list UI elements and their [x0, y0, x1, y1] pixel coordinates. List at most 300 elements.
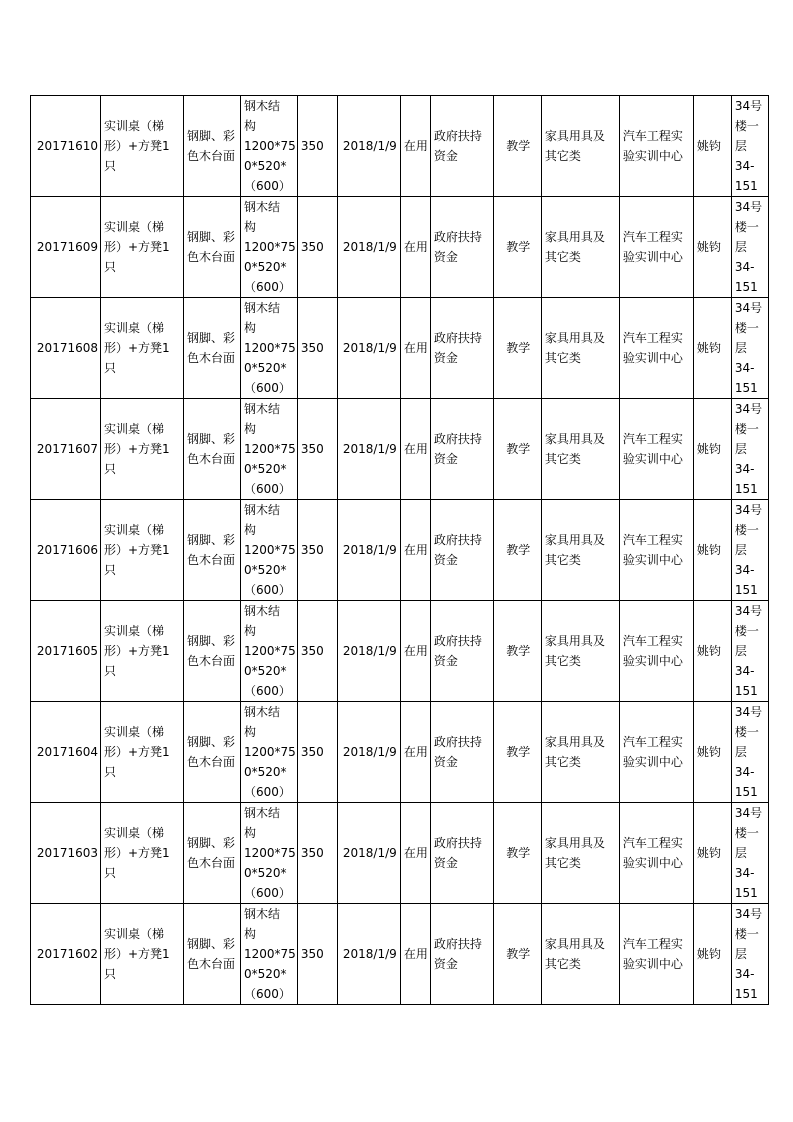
price-cell: 350 [297, 601, 337, 702]
spec-cell-line: 构 [244, 927, 257, 941]
location-cell-line: 层 [734, 240, 747, 254]
price-cell: 350 [297, 96, 337, 197]
table-row [31, 399, 769, 500]
asset-name-cell-line: 实训桌（梯 [104, 220, 165, 234]
category-cell [541, 197, 619, 298]
spec-cell-line: （600） [244, 987, 291, 1001]
spec-cell-line: 构 [244, 321, 257, 335]
date-cell: 2018/1/9 [337, 601, 400, 702]
spec-cell [241, 803, 298, 904]
table-row [31, 803, 769, 904]
department-cell [619, 298, 693, 399]
material-cell [184, 702, 241, 803]
category-cell-line: 其它类 [544, 553, 581, 567]
keeper-cell: 姚钧 [693, 197, 731, 298]
department-cell-line: 验实训中心 [622, 755, 683, 769]
spec-cell-line: 构 [244, 725, 257, 739]
asset-name-cell-line: 只 [104, 664, 117, 678]
spec-cell-line: 1200*75 [244, 644, 296, 658]
status-cell: 在用 [400, 96, 430, 197]
spec-cell-line: 构 [244, 624, 257, 638]
category-cell-line: 家具用具及 [544, 634, 605, 648]
table-row [31, 197, 769, 298]
spec-cell-line: 钢木结 [244, 705, 281, 719]
location-cell-line: 层 [734, 644, 747, 658]
category-cell [541, 601, 619, 702]
location-cell [731, 197, 768, 298]
material-cell-line: 钢脚、彩 [187, 230, 236, 244]
spec-cell-line: 1200*75 [244, 543, 296, 557]
spec-cell-line: 0*520* [244, 361, 287, 375]
usage-cell: 教学 [493, 500, 541, 601]
asset-name-cell-line: 实训桌（梯 [104, 523, 165, 537]
asset-id-cell: 20171604 [31, 702, 101, 803]
date-cell: 2018/1/9 [337, 197, 400, 298]
funding-source-cell-line: 政府扶持 [433, 230, 482, 244]
asset-name-cell-line: 只 [104, 361, 117, 375]
price-cell: 350 [297, 702, 337, 803]
usage-cell: 教学 [493, 298, 541, 399]
asset-name-cell-line: 实训桌（梯 [104, 826, 165, 840]
status-cell: 在用 [400, 500, 430, 601]
asset-name-cell [101, 399, 184, 500]
asset-name-cell-line: 只 [104, 260, 117, 274]
asset-name-cell-line: 形）+方凳1 [104, 240, 170, 254]
status-cell: 在用 [400, 803, 430, 904]
spec-cell-line: （600） [244, 179, 291, 193]
spec-cell [241, 96, 298, 197]
location-cell-line: 层 [734, 543, 747, 557]
category-cell-line: 家具用具及 [544, 129, 605, 143]
location-cell-line: 34号 [734, 301, 763, 315]
usage-cell: 教学 [493, 399, 541, 500]
category-cell [541, 803, 619, 904]
asset-id-cell: 20171603 [31, 803, 101, 904]
spec-cell-line: 1200*75 [244, 947, 296, 961]
location-cell-line: 34号 [734, 705, 763, 719]
location-cell-line: 层 [734, 947, 747, 961]
location-cell-line: 层 [734, 341, 747, 355]
department-cell [619, 702, 693, 803]
funding-source-cell [430, 601, 493, 702]
date-cell: 2018/1/9 [337, 298, 400, 399]
department-cell-line: 验实训中心 [622, 452, 683, 466]
category-cell [541, 702, 619, 803]
material-cell-line: 钢脚、彩 [187, 331, 236, 345]
location-cell-line: 151 [734, 684, 758, 698]
funding-source-cell [430, 702, 493, 803]
funding-source-cell-line: 资金 [433, 856, 458, 870]
location-cell-line: 楼一 [734, 119, 759, 133]
location-cell-line: 151 [734, 987, 758, 1001]
department-cell [619, 96, 693, 197]
location-cell-line: 151 [734, 280, 758, 294]
spec-cell-line: 0*520* [244, 462, 287, 476]
asset-name-cell-line: 只 [104, 159, 117, 173]
location-cell-line: 层 [734, 442, 747, 456]
spec-cell-line: 0*520* [244, 159, 287, 173]
location-cell [731, 399, 768, 500]
asset-name-cell-line: 形）+方凳1 [104, 543, 170, 557]
location-cell-line: 楼一 [734, 321, 759, 335]
funding-source-cell-line: 政府扶持 [433, 634, 482, 648]
location-cell-line: 34- [734, 563, 755, 577]
funding-source-cell [430, 904, 493, 1005]
keeper-cell: 姚钧 [693, 96, 731, 197]
category-cell [541, 298, 619, 399]
asset-name-cell [101, 197, 184, 298]
spec-cell-line: 1200*75 [244, 240, 296, 254]
category-cell-line: 家具用具及 [544, 735, 605, 749]
spec-cell-line: （600） [244, 482, 291, 496]
material-cell-line: 钢脚、彩 [187, 129, 236, 143]
price-cell: 350 [297, 298, 337, 399]
department-cell-line: 汽车工程实 [622, 129, 683, 143]
asset-id-cell: 20171606 [31, 500, 101, 601]
location-cell [731, 702, 768, 803]
keeper-cell: 姚钧 [693, 399, 731, 500]
category-cell-line: 其它类 [544, 149, 581, 163]
funding-source-cell-line: 政府扶持 [433, 432, 482, 446]
asset-name-cell-line: 只 [104, 967, 117, 981]
material-cell-line: 色木台面 [187, 351, 236, 365]
spec-cell-line: 构 [244, 220, 257, 234]
asset-table [30, 95, 769, 1005]
location-cell-line: 151 [734, 482, 758, 496]
usage-cell: 教学 [493, 96, 541, 197]
asset-name-cell [101, 500, 184, 601]
department-cell [619, 197, 693, 298]
spec-cell [241, 904, 298, 1005]
location-cell-line: 34- [734, 260, 755, 274]
spec-cell-line: 0*520* [244, 260, 287, 274]
asset-name-cell-line: 形）+方凳1 [104, 644, 170, 658]
spec-cell-line: （600） [244, 684, 291, 698]
location-cell-line: 34号 [734, 604, 763, 618]
status-cell: 在用 [400, 399, 430, 500]
location-cell-line: 楼一 [734, 624, 759, 638]
location-cell-line: 楼一 [734, 826, 759, 840]
spec-cell-line: 钢木结 [244, 604, 281, 618]
spec-cell-line: 构 [244, 523, 257, 537]
material-cell-line: 钢脚、彩 [187, 533, 236, 547]
material-cell-line: 钢脚、彩 [187, 735, 236, 749]
department-cell-line: 验实训中心 [622, 149, 683, 163]
material-cell-line: 色木台面 [187, 553, 236, 567]
funding-source-cell-line: 资金 [433, 755, 458, 769]
spec-cell-line: （600） [244, 381, 291, 395]
spec-cell [241, 298, 298, 399]
funding-source-cell-line: 资金 [433, 351, 458, 365]
table-row [31, 500, 769, 601]
asset-name-cell [101, 298, 184, 399]
category-cell [541, 96, 619, 197]
department-cell-line: 汽车工程实 [622, 634, 683, 648]
keeper-cell: 姚钧 [693, 803, 731, 904]
category-cell-line: 其它类 [544, 755, 581, 769]
location-cell-line: 151 [734, 785, 758, 799]
location-cell-line: 34- [734, 462, 755, 476]
location-cell-line: 层 [734, 846, 747, 860]
asset-name-cell [101, 601, 184, 702]
date-cell: 2018/1/9 [337, 904, 400, 1005]
location-cell-line: 34- [734, 765, 755, 779]
material-cell [184, 904, 241, 1005]
location-cell-line: 层 [734, 139, 747, 153]
location-cell [731, 96, 768, 197]
funding-source-cell-line: 资金 [433, 250, 458, 264]
category-cell-line: 家具用具及 [544, 331, 605, 345]
department-cell-line: 验实训中心 [622, 654, 683, 668]
location-cell-line: 层 [734, 745, 747, 759]
material-cell [184, 197, 241, 298]
department-cell-line: 汽车工程实 [622, 937, 683, 951]
price-cell: 350 [297, 803, 337, 904]
funding-source-cell-line: 资金 [433, 654, 458, 668]
location-cell-line: 34号 [734, 200, 763, 214]
asset-name-cell-line: 形）+方凳1 [104, 442, 170, 456]
location-cell [731, 904, 768, 1005]
category-cell-line: 其它类 [544, 957, 581, 971]
asset-name-cell-line: 形）+方凳1 [104, 139, 170, 153]
funding-source-cell-line: 政府扶持 [433, 735, 482, 749]
spec-cell-line: （600） [244, 583, 291, 597]
material-cell [184, 96, 241, 197]
category-cell-line: 其它类 [544, 654, 581, 668]
spec-cell-line: 0*520* [244, 664, 287, 678]
spec-cell-line: 1200*75 [244, 341, 296, 355]
asset-id-cell: 20171608 [31, 298, 101, 399]
department-cell-line: 汽车工程实 [622, 230, 683, 244]
keeper-cell: 姚钧 [693, 702, 731, 803]
location-cell-line: 34号 [734, 806, 763, 820]
category-cell [541, 500, 619, 601]
spec-cell-line: 钢木结 [244, 99, 281, 113]
asset-name-cell-line: 形）+方凳1 [104, 745, 170, 759]
spec-cell-line: 钢木结 [244, 907, 281, 921]
table-row [31, 904, 769, 1005]
funding-source-cell-line: 政府扶持 [433, 533, 482, 547]
location-cell-line: 34号 [734, 99, 763, 113]
asset-name-cell-line: 只 [104, 563, 117, 577]
asset-name-cell-line: 实训桌（梯 [104, 624, 165, 638]
funding-source-cell [430, 500, 493, 601]
keeper-cell: 姚钧 [693, 500, 731, 601]
asset-name-cell-line: 实训桌（梯 [104, 927, 165, 941]
table-row [31, 96, 769, 197]
funding-source-cell-line: 资金 [433, 957, 458, 971]
usage-cell: 教学 [493, 601, 541, 702]
spec-cell-line: 0*520* [244, 866, 287, 880]
department-cell-line: 验实训中心 [622, 957, 683, 971]
date-cell: 2018/1/9 [337, 500, 400, 601]
funding-source-cell [430, 96, 493, 197]
location-cell-line: 151 [734, 583, 758, 597]
funding-source-cell-line: 资金 [433, 452, 458, 466]
spec-cell-line: 钢木结 [244, 503, 281, 517]
usage-cell: 教学 [493, 803, 541, 904]
spec-cell-line: 钢木结 [244, 200, 281, 214]
funding-source-cell [430, 803, 493, 904]
category-cell-line: 其它类 [544, 452, 581, 466]
spec-cell-line: 构 [244, 119, 257, 133]
asset-id-cell: 20171605 [31, 601, 101, 702]
department-cell [619, 500, 693, 601]
spec-cell-line: 构 [244, 826, 257, 840]
department-cell-line: 验实训中心 [622, 250, 683, 264]
spec-cell [241, 399, 298, 500]
funding-source-cell-line: 政府扶持 [433, 129, 482, 143]
spec-cell-line: 1200*75 [244, 745, 296, 759]
status-cell: 在用 [400, 298, 430, 399]
location-cell [731, 601, 768, 702]
department-cell [619, 399, 693, 500]
table-row [31, 702, 769, 803]
department-cell [619, 904, 693, 1005]
status-cell: 在用 [400, 904, 430, 1005]
spec-cell-line: 1200*75 [244, 442, 296, 456]
asset-name-cell [101, 702, 184, 803]
funding-source-cell [430, 298, 493, 399]
keeper-cell: 姚钧 [693, 298, 731, 399]
department-cell-line: 汽车工程实 [622, 432, 683, 446]
material-cell [184, 399, 241, 500]
asset-name-cell [101, 803, 184, 904]
funding-source-cell [430, 197, 493, 298]
asset-name-cell-line: 形）+方凳1 [104, 846, 170, 860]
price-cell: 350 [297, 399, 337, 500]
asset-name-cell-line: 实训桌（梯 [104, 321, 165, 335]
asset-id-cell: 20171610 [31, 96, 101, 197]
table-row [31, 298, 769, 399]
material-cell-line: 钢脚、彩 [187, 432, 236, 446]
material-cell [184, 601, 241, 702]
location-cell [731, 298, 768, 399]
funding-source-cell-line: 政府扶持 [433, 937, 482, 951]
spec-cell-line: 钢木结 [244, 402, 281, 416]
asset-name-cell-line: 实训桌（梯 [104, 422, 165, 436]
funding-source-cell-line: 政府扶持 [433, 836, 482, 850]
material-cell-line: 钢脚、彩 [187, 634, 236, 648]
asset-id-cell: 20171607 [31, 399, 101, 500]
material-cell [184, 803, 241, 904]
date-cell: 2018/1/9 [337, 702, 400, 803]
date-cell: 2018/1/9 [337, 803, 400, 904]
status-cell: 在用 [400, 702, 430, 803]
price-cell: 350 [297, 904, 337, 1005]
category-cell-line: 家具用具及 [544, 937, 605, 951]
spec-cell-line: （600） [244, 280, 291, 294]
spec-cell-line: 钢木结 [244, 806, 281, 820]
usage-cell: 教学 [493, 904, 541, 1005]
material-cell-line: 色木台面 [187, 250, 236, 264]
material-cell-line: 色木台面 [187, 654, 236, 668]
department-cell-line: 验实训中心 [622, 856, 683, 870]
location-cell-line: 楼一 [734, 422, 759, 436]
spec-cell-line: 0*520* [244, 563, 287, 577]
category-cell [541, 904, 619, 1005]
material-cell-line: 钢脚、彩 [187, 937, 236, 951]
category-cell-line: 家具用具及 [544, 230, 605, 244]
location-cell [731, 500, 768, 601]
location-cell-line: 楼一 [734, 927, 759, 941]
material-cell [184, 500, 241, 601]
spec-cell-line: 1200*75 [244, 139, 296, 153]
spec-cell-line: 构 [244, 422, 257, 436]
category-cell-line: 其它类 [544, 856, 581, 870]
material-cell [184, 298, 241, 399]
asset-name-cell-line: 形）+方凳1 [104, 341, 170, 355]
location-cell-line: 34号 [734, 907, 763, 921]
date-cell: 2018/1/9 [337, 399, 400, 500]
category-cell-line: 家具用具及 [544, 432, 605, 446]
location-cell-line: 34- [734, 967, 755, 981]
asset-name-cell-line: 实训桌（梯 [104, 119, 165, 133]
location-cell-line: 34- [734, 664, 755, 678]
keeper-cell: 姚钧 [693, 904, 731, 1005]
keeper-cell: 姚钧 [693, 601, 731, 702]
funding-source-cell [430, 399, 493, 500]
spec-cell-line: 0*520* [244, 765, 287, 779]
department-cell-line: 汽车工程实 [622, 331, 683, 345]
asset-name-cell-line: 实训桌（梯 [104, 725, 165, 739]
department-cell-line: 验实训中心 [622, 351, 683, 365]
table-row [31, 601, 769, 702]
location-cell-line: 34- [734, 159, 755, 173]
department-cell-line: 汽车工程实 [622, 533, 683, 547]
asset-id-cell: 20171609 [31, 197, 101, 298]
spec-cell-line: 0*520* [244, 967, 287, 981]
department-cell-line: 汽车工程实 [622, 836, 683, 850]
spec-cell-line: 钢木结 [244, 301, 281, 315]
location-cell-line: 楼一 [734, 220, 759, 234]
location-cell-line: 151 [734, 381, 758, 395]
asset-id-cell: 20171602 [31, 904, 101, 1005]
department-cell [619, 803, 693, 904]
material-cell-line: 色木台面 [187, 957, 236, 971]
usage-cell: 教学 [493, 197, 541, 298]
spec-cell-line: （600） [244, 785, 291, 799]
asset-name-cell-line: 形）+方凳1 [104, 947, 170, 961]
spec-cell-line: 1200*75 [244, 846, 296, 860]
funding-source-cell-line: 资金 [433, 149, 458, 163]
usage-cell: 教学 [493, 702, 541, 803]
price-cell: 350 [297, 197, 337, 298]
location-cell [731, 803, 768, 904]
funding-source-cell-line: 资金 [433, 553, 458, 567]
status-cell: 在用 [400, 197, 430, 298]
spec-cell [241, 601, 298, 702]
material-cell-line: 色木台面 [187, 149, 236, 163]
location-cell-line: 34- [734, 361, 755, 375]
location-cell-line: 楼一 [734, 725, 759, 739]
location-cell-line: 34号 [734, 503, 763, 517]
spec-cell [241, 702, 298, 803]
spec-cell [241, 197, 298, 298]
category-cell-line: 其它类 [544, 351, 581, 365]
material-cell-line: 钢脚、彩 [187, 836, 236, 850]
location-cell-line: 34- [734, 866, 755, 880]
material-cell-line: 色木台面 [187, 755, 236, 769]
department-cell [619, 601, 693, 702]
location-cell-line: 151 [734, 179, 758, 193]
price-cell: 350 [297, 500, 337, 601]
location-cell-line: 151 [734, 886, 758, 900]
location-cell-line: 34号 [734, 402, 763, 416]
funding-source-cell-line: 政府扶持 [433, 331, 482, 345]
spec-cell-line: （600） [244, 886, 291, 900]
category-cell [541, 399, 619, 500]
